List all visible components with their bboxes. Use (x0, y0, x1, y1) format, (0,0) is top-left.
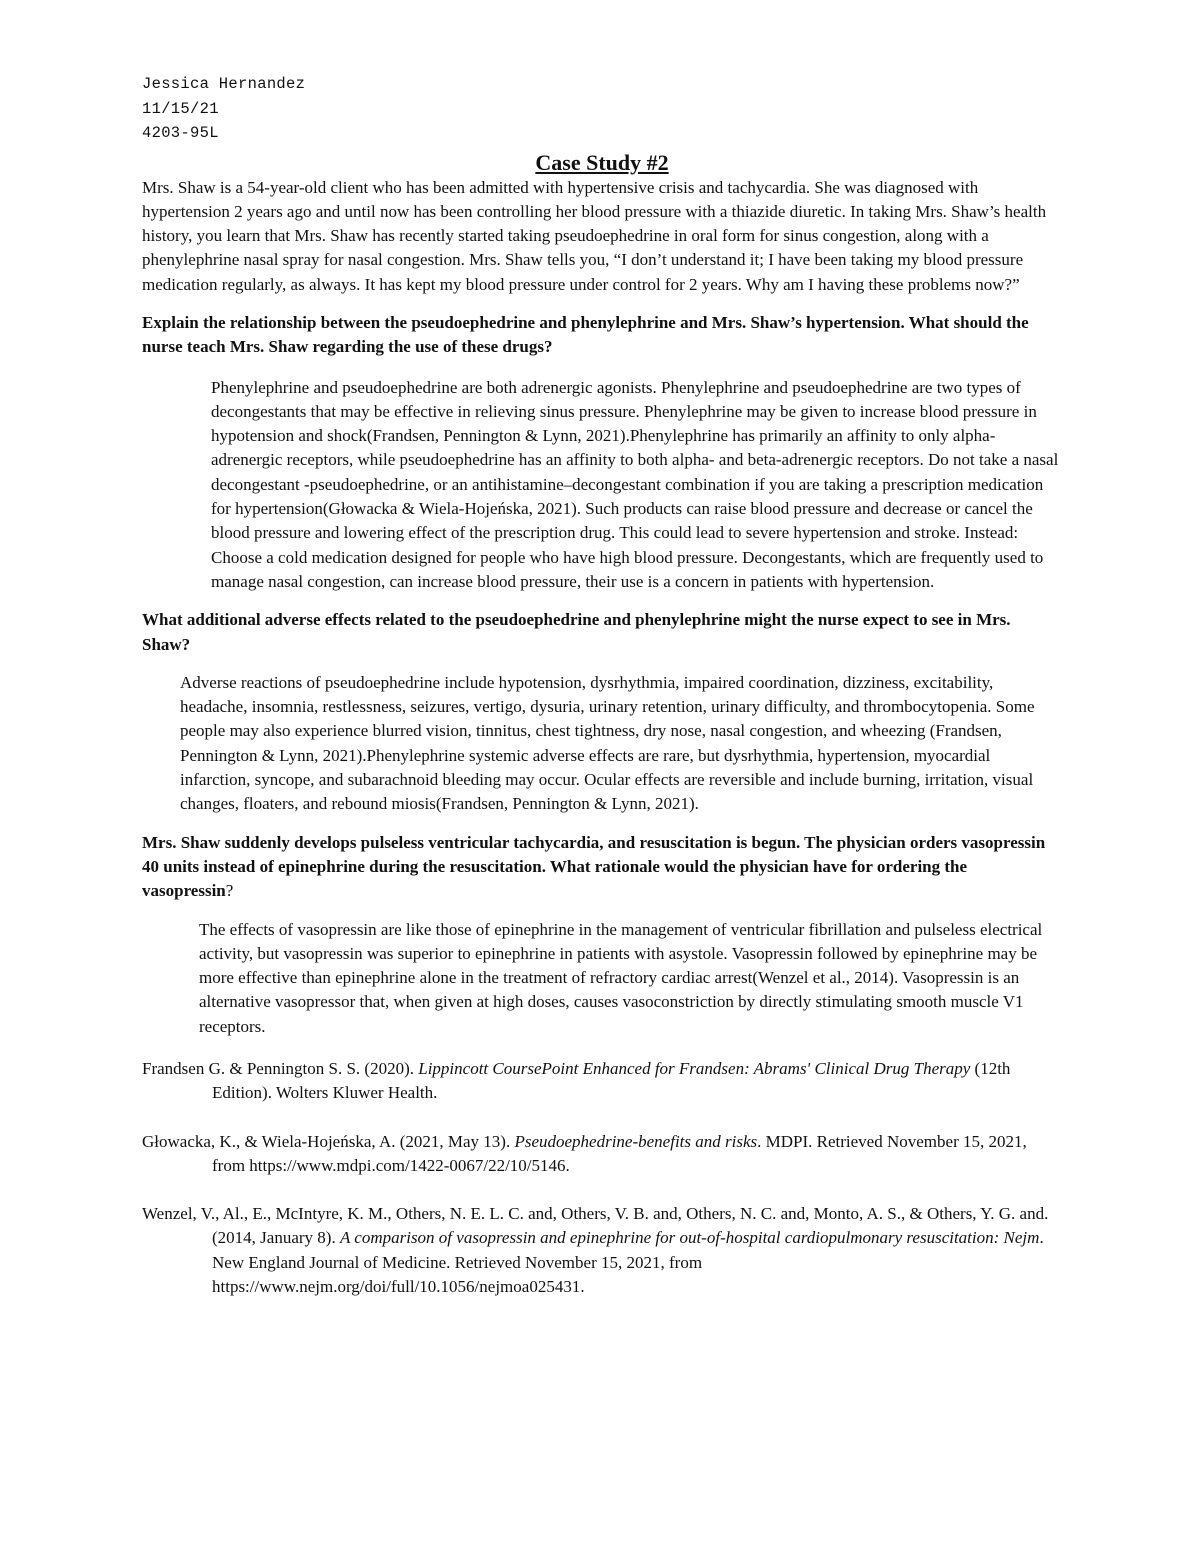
answer-1: Phenylephrine and pseudoephedrine are both adrenergic agonists. Phenylephrine and pseudoephedrine are two types of decongestants that may be effective in relieving sinus pressure. Phenylephrine may be given to increase blood pressure in hypotension and shock(Frandsen, Pennington & Lynn, 2021).Phenylephrine has primarily an affinity to only alpha-adrenergic receptors, while pseudoephedrine has an affinity to both alpha- and beta-adrenergic receptors. Do not take a nasal decongestant -pseudoephedrine, or an antihistamine–decongestant combination if you are taking a prescription medication for hypertension(Głowacka & Wiela-Hojeńska, 2021). Such products can raise blood pressure and decrease or cancel the blood pressure and lowering effect of the prescription drug. This could lead to severe hypertension and stroke. Instead: Choose a cold medication designed for people who have high blood pressure. Decongestants, which are frequently used to manage nasal congestion, can increase blood pressure, their use is a concern in patients with hypertension. (211, 377, 1059, 591)
answer-3: The effects of vasopressin are like those of epinephrine in the management of ventricular fibrillation and pulseless electrical activity, but vasopressin was superior to epinephrine in patients with asystole. Vasopressin followed by epinephrine may be more effective than epinephrine alone in the treatment of refractory cardiac arrest(Wenzel et al., 2014). Vasopressin is an alternative vasopressor that, when given at high doses, causes vasoconstriction by directly stimulating smooth muscle V1 receptors. (199, 919, 1043, 1036)
reference-3-source: . New England Journal of Medicine. Retrieved November 15, 2021, from https://www.nejm.org/doi/full/10.1056/nejmoa025431. (212, 1228, 1044, 1297)
reference-item (142, 1130, 1062, 1179)
reference-item (142, 1202, 1062, 1299)
references-list (142, 1057, 1062, 1299)
course-code: 4203-95L (142, 124, 219, 142)
document-page (142, 72, 1062, 1323)
reference-2-authors: Głowacka, K., & Wiela-Hojeńska, A. (2021, May 13). (142, 1131, 515, 1151)
reference-1-title: Lippincott CoursePoint Enhanced for Frandsen: Abrams' Clinical Drug Therapy (418, 1059, 971, 1078)
document-date: 11/15/21 (142, 99, 219, 118)
reference-3-authors: Wenzel, V., Al., E., McIntyre, K. M., Others, N. E. L. C. and, Others, V. B. and, Others, N. C. and, Monto, A. S., & Others, Y. G. and. (2014, January 8). (142, 1204, 1049, 1248)
reference-item (142, 1057, 1062, 1106)
question-1: Explain the relationship between the pseudoephedrine and phenylephrine and Mrs. Shaw’s hypertension. What should the nurse teach Mrs. Shaw regarding the use of these drugs? (142, 312, 1029, 357)
answer-2: Adverse reactions of pseudoephedrine include hypotension, dysrhythmia, impaired coordination, dizziness, excitability, headache, insomnia, restlessness, seizures, vertigo, dysuria, urinary retention, urinary difficulty, and thrombocytopenia. Some people may also experience blurred vision, tinnitus, chest tightness, dry nose, nasal congestion, and wheezing (Frandsen, Pennington & Lynn, 2021).Phenylephrine systemic adverse effects are rare, but dysrhythmia, hypertension, myocardial infarction, syncope, and subarachnoid bleeding may occur. Ocular effects are reversible and include burning, irritation, visual changes, floaters, and rebound miosis(Frandsen, Pennington & Lynn, 2021). (180, 672, 1035, 814)
reference-1-authors: Frandsen G. & Pennington S. S. (2020). (142, 1059, 419, 1078)
reference-3-title: A comparison of vasopressin and epinephrine for out-of-hospital cardiopulmonary resuscitation: Nejm (339, 1228, 1040, 1248)
reference-1-source: (12th Edition). Wolters Kluwer Health. (212, 1059, 1011, 1103)
question-3-end: ? (225, 881, 234, 901)
question-3 (142, 831, 1062, 904)
page-title: Case Study #2 (535, 149, 669, 175)
question-3-text: Mrs. Shaw suddenly develops pulseless ventricular tachycardia, and resuscitation is begun. The physician orders vasopressin 40 units instead of epinephrine during the resuscitation. What rationale would the physician have for ordering the vasopressin (142, 832, 1046, 901)
case-intro: Mrs. Shaw is a 54-year-old client who has been admitted with hypertensive crisis and tachycardia. She was diagnosed with hypertension 2 years ago and until now has been controlling her blood pressure with a thiazide diuretic. In taking Mrs. Shaw’s health history, you learn that Mrs. Shaw has recently started taking pseudoephedrine in oral form for sinus congestion, along with a phenylephrine nasal spray for nasal congestion. Mrs. Shaw tells you, “I don’t understand it; I have been taking my blood pressure medication regularly, as always. It has kept my blood pressure under control for 2 years. Why am I having these problems now?” (142, 177, 1047, 294)
question-2: What additional adverse effects related to the pseudoephedrine and phenylephrine might the nurse expect to see in Mrs. Shaw? (142, 610, 1011, 654)
author-name: Jessica Hernandez (142, 75, 306, 93)
reference-2-source: . MDPI. Retrieved November 15, 2021, from https://www.mdpi.com/1422-0067/22/10/5146. (212, 1131, 1027, 1175)
reference-2-title: Pseudoephedrine-benefits and risks (514, 1131, 758, 1151)
